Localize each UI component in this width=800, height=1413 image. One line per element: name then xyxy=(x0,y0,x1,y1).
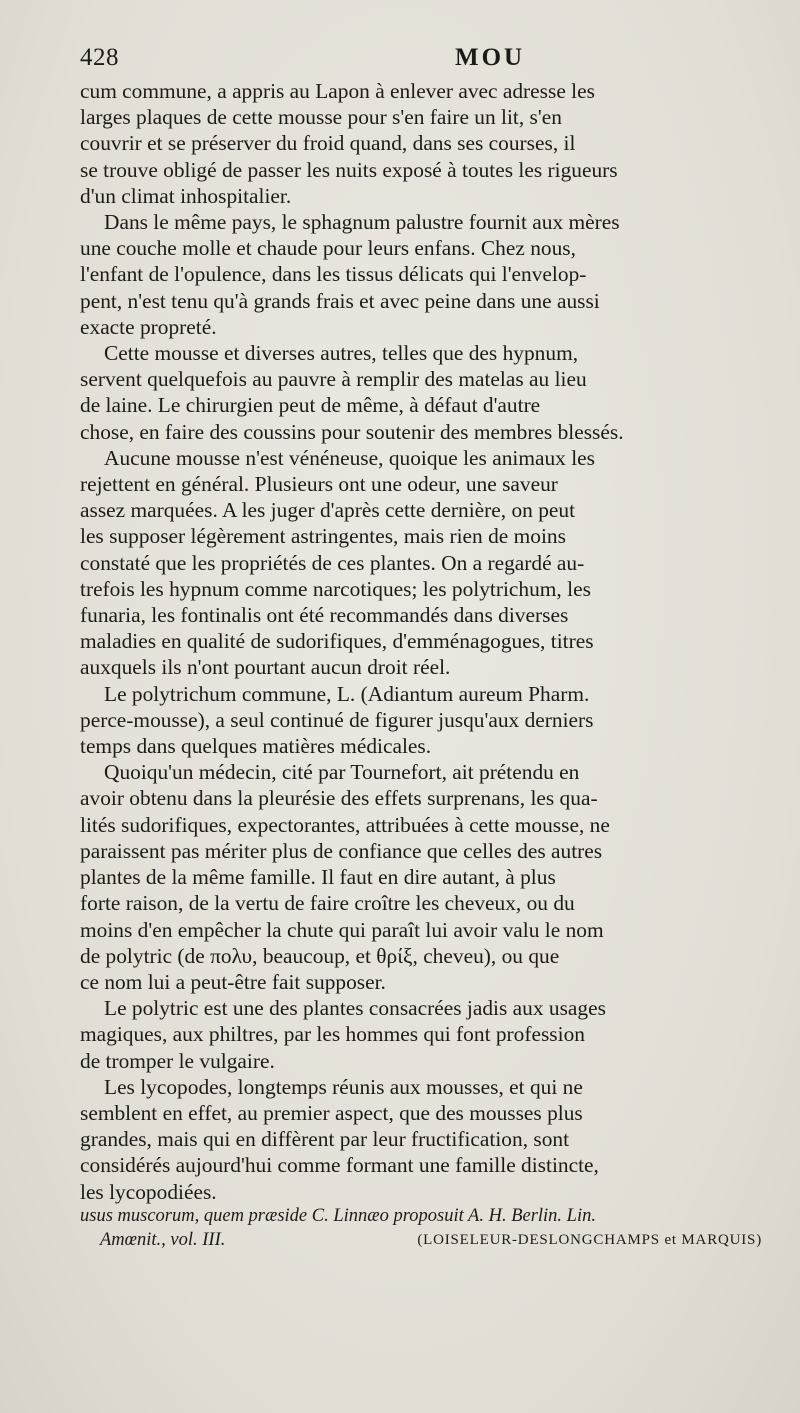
page-number: 428 xyxy=(80,44,119,71)
footnote-reference: Amœnit., vol. III. xyxy=(100,1230,226,1250)
paragraph-properties: Aucune mousse n'est vénéneuse, quoique les animaux les rejettent en général. Plusieurs ont une odeur, une saveur assez marquées. A les juger d'après cette dernière, on peut les supposer légèrement astringentes, mais rien de moins constaté que les propriétés de ces plantes. On a regardé au- trefois les hypnum comme narcotiques; les polytrichum, les funaria, les fontinalis ont été recommandés dans diverses maladies en qualité de sudorifiques, d'emménagogues, titres auxquels ils n'ont pourtant aucun droit réel. xyxy=(80,445,595,680)
body-text xyxy=(80,78,770,1205)
paragraph-continuation: cum commune, a appris au Lapon à enlever avec adresse les larges plaques de cette mousse pour s'en faire un lit, s'en couvrir et se préserver du froid quand, dans ses courses, il se trouve obligé de passer les nuits exposé à toutes les rigueurs d'un climat inhospitalier. xyxy=(80,79,618,208)
footnote-authors: (LOISELEUR-DESLONGCHAMPS et MARQUIS) xyxy=(417,1232,762,1248)
footnote xyxy=(80,1204,770,1252)
paragraph-magic: Le polytric est une des plantes consacrées jadis aux usages magiques, aux philtres, par les hommes qui font profession de tromper le vulgaire. xyxy=(80,996,606,1073)
paragraph-lycopodes: Les lycopodes, longtemps réunis aux mousses, et qui ne semblent en effet, au premier aspect, que des mousses plus grandes, mais qui en diffèrent par leur fructification, sont considérés aujourd'hui comme formant une famille distincte, les lycopodiées. xyxy=(80,1074,599,1204)
footnote-line-2 xyxy=(80,1228,770,1252)
paragraph-sphagnum: Dans le même pays, le sphagnum palustre fournit aux mères une couche molle et chaude pour leurs enfans. Chez nous, l'enfant de l'opulence, dans les tissus délicats qui l'envelop- pent, n'est tenu qu'à grands frais et avec peine dans une aussi exacte propreté. xyxy=(80,210,620,339)
page-header xyxy=(80,44,770,78)
paragraph-polytrichum: Le polytrichum commune, L. (Adiantum aureum Pharm. perce-mousse), a seul continué de figurer jusqu'aux derniers temps dans quelques matières médicales. xyxy=(80,681,594,759)
paragraph-hypnum-uses: Cette mousse et diverses autres, telles que des hypnum, servent quelquefois au pauvre à remplir des matelas au lieu de laine. Le chirurgien peut de même, à défaut d'autre chose, en faire des coussins pour soutenir des membres blessés. xyxy=(80,341,624,444)
footnote-line-1: usus muscorum, quem præside C. Linnæo proposuit A. H. Berlin. Lin. xyxy=(80,1206,596,1226)
running-head: MOU xyxy=(455,44,526,71)
paragraph-tournefort: Quoiqu'un médecin, cité par Tournefort, ait prétendu en avoir obtenu dans la pleurésie des effets surprenans, les qua- lités sudorifiques, expectorantes, attribuées à cette mousse, ne paraissent pas mériter plus de confiance que celles des autres plantes de la même famille. Il faut en dire autant, à plus forte raison, de la vertu de faire croître les cheveux, ou du moins d'en empêcher la chute qui paraît lui avoir valu le nom de polytric (de πολυ, beaucoup, et θρίξ, cheveu), ou que ce nom lui a peut-être fait supposer. xyxy=(80,760,610,994)
